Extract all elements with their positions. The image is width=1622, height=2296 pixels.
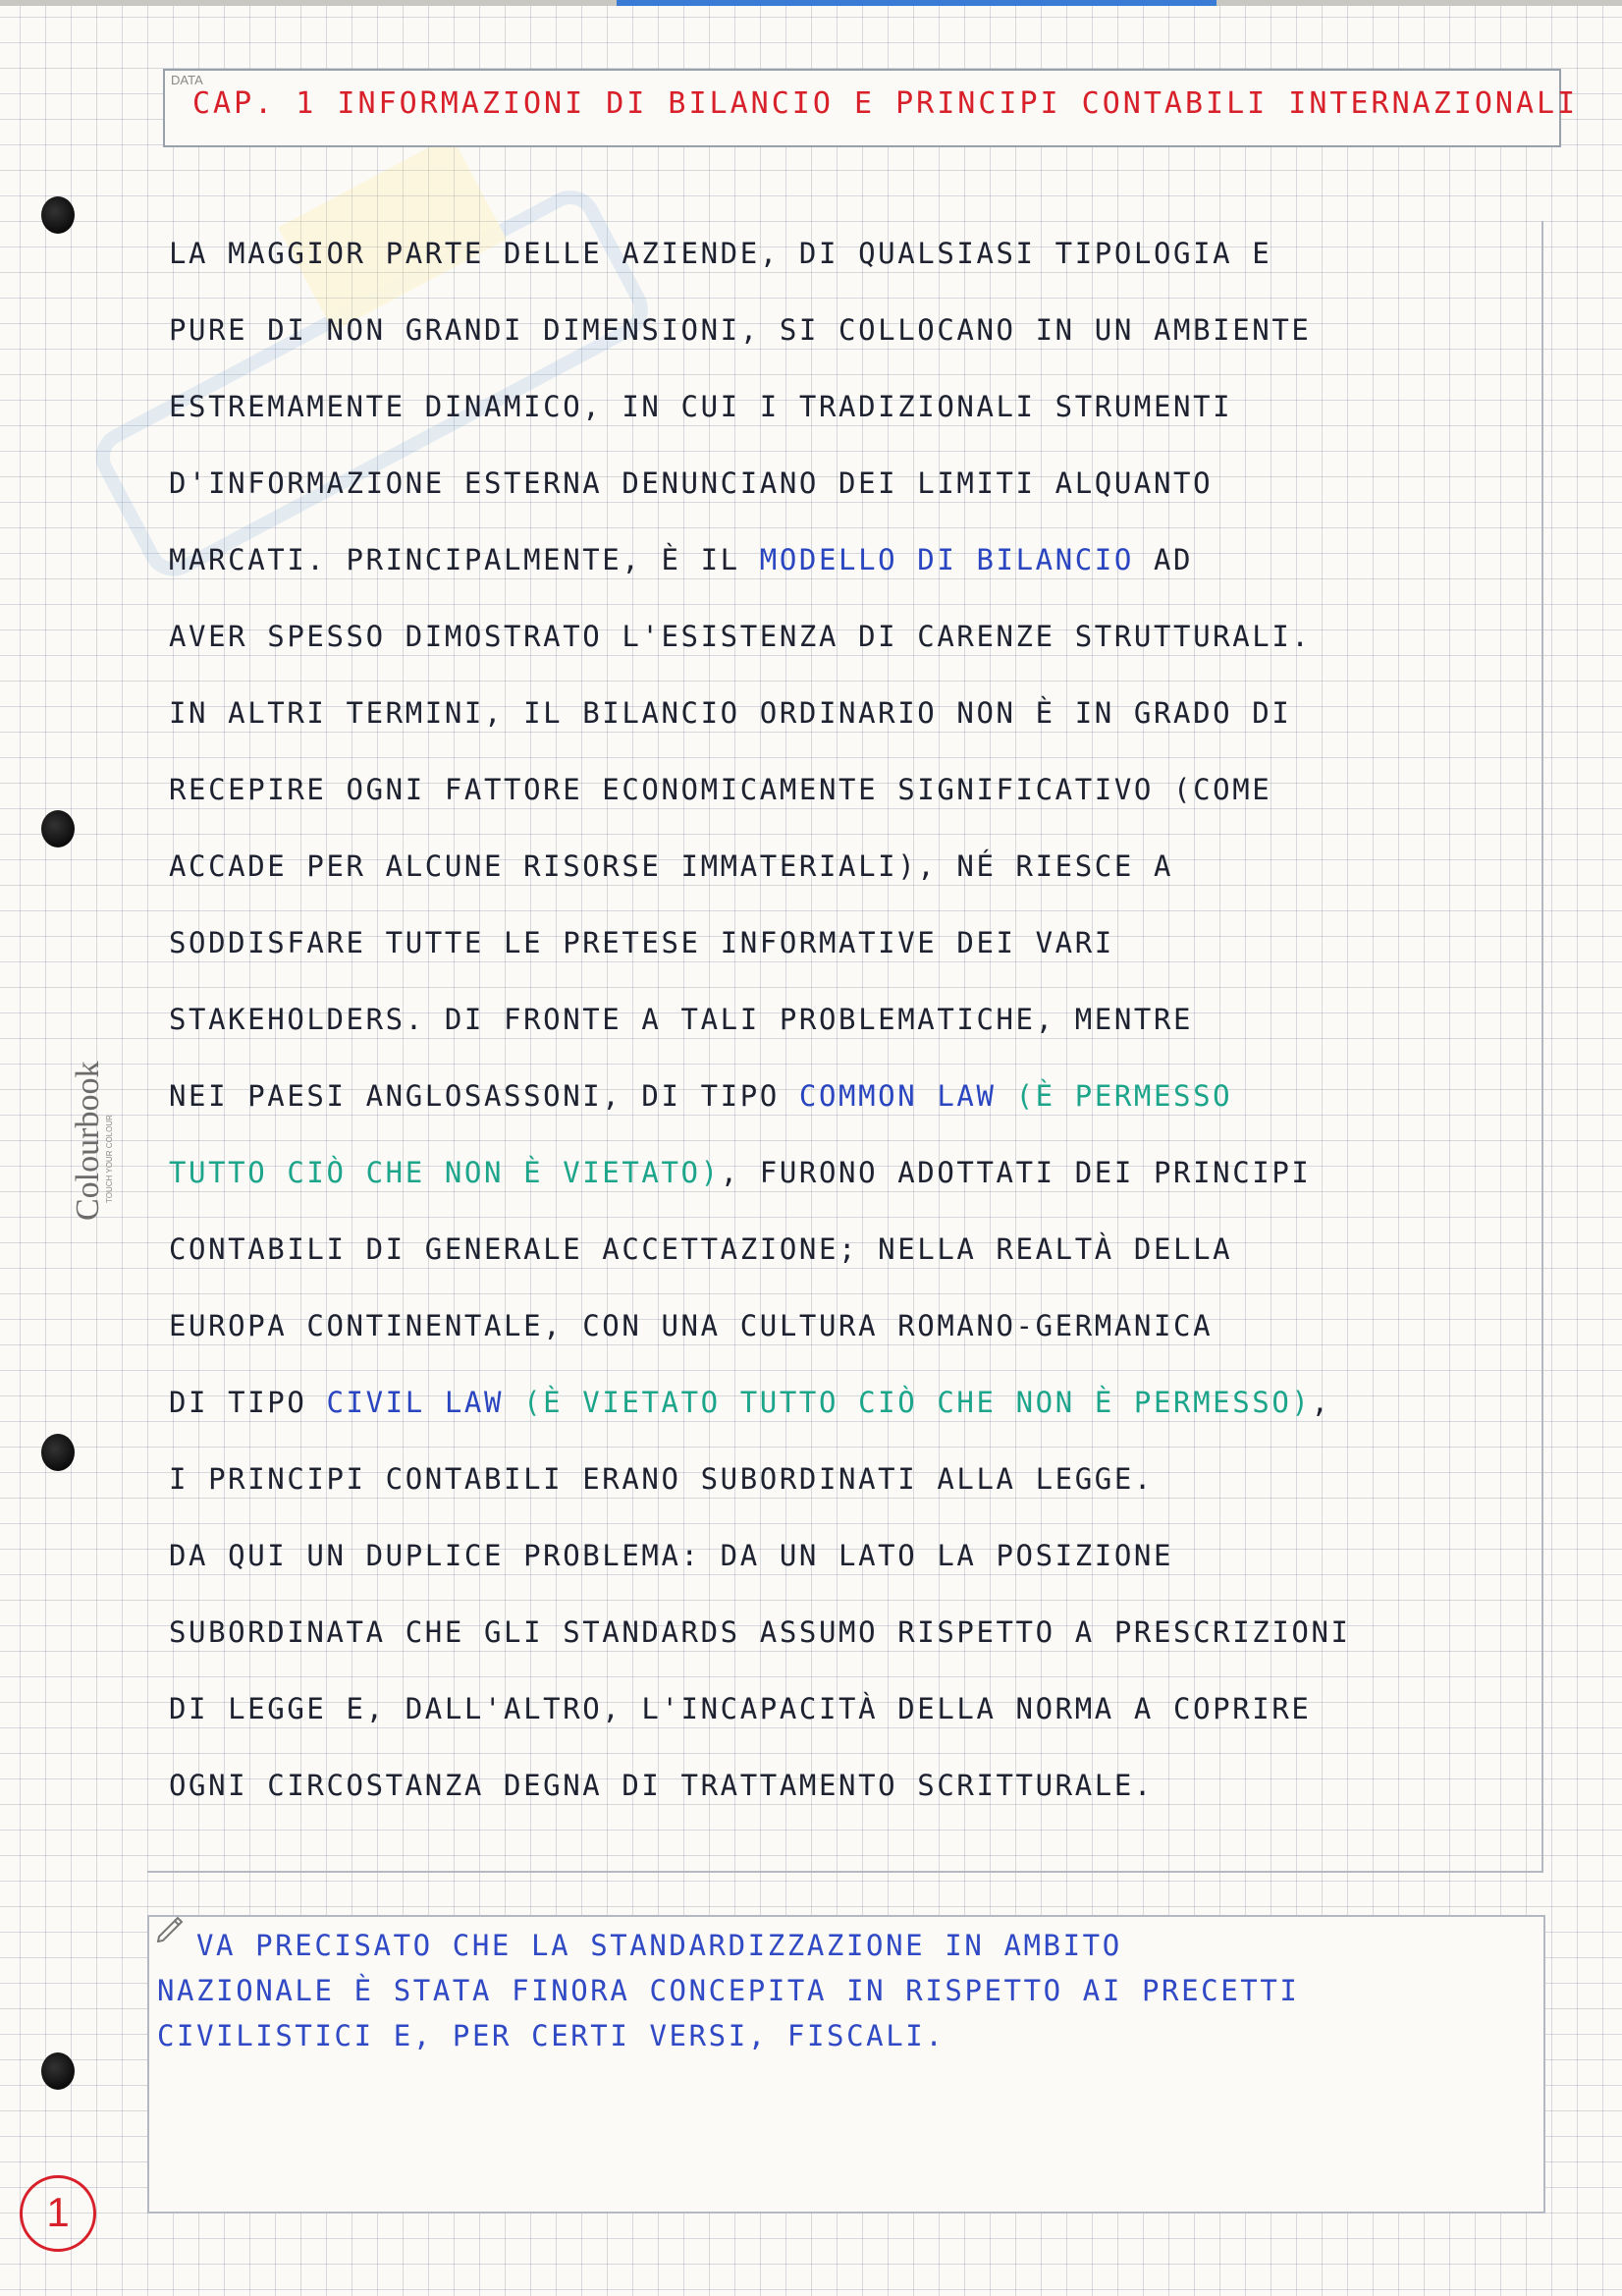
text-line bbox=[169, 1228, 1563, 1271]
text-segment: I PRINCIPI CONTABILI ERANO SUBORDINATI ALLA LEGGE. bbox=[169, 1462, 1154, 1496]
text-line bbox=[169, 385, 1563, 428]
page-number: 1 bbox=[20, 2175, 96, 2252]
text-segment: STAKEHOLDERS. DI FRONTE A TALI PROBLEMATICHE, MENTRE bbox=[169, 1003, 1194, 1036]
binder-hole bbox=[41, 1434, 75, 1471]
text-segment: AD bbox=[1133, 543, 1194, 576]
note-line: NAZIONALE È STATA FINORA CONCEPITA IN RISPETTO AI PRECETTI bbox=[157, 1974, 1300, 2007]
brand-name: Colourbook bbox=[70, 1061, 106, 1221]
text-segment: OGNI CIRCOSTANZA DEGNA DI TRATTAMENTO SCRITTURALE. bbox=[169, 1769, 1154, 1802]
text-line bbox=[169, 1381, 1563, 1424]
text-line bbox=[169, 1611, 1563, 1654]
text-segment: AVER SPESSO DIMOSTRATO L'ESISTENZA DI CARENZE STRUTTURALI. bbox=[169, 620, 1312, 653]
text-segment: LA MAGGIOR PARTE DELLE AZIENDE, DI QUALSIASI TIPOLOGIA E bbox=[169, 237, 1272, 270]
text-segment: DI LEGGE E, DALL'ALTRO, L'INCAPACITÀ DELLA NORMA A COPRIRE bbox=[169, 1692, 1312, 1725]
note-line: CIVILISTICI E, PER CERTI VERSI, FISCALI. bbox=[157, 2019, 946, 2052]
text-segment: IN ALTRI TERMINI, IL BILANCIO ORDINARIO NON È IN GRADO DI bbox=[169, 696, 1292, 730]
binder-hole bbox=[41, 810, 75, 847]
text-line bbox=[169, 768, 1563, 811]
text-segment: ACCADE PER ALCUNE RISORSE IMMATERIALI), NÉ RIESCE A bbox=[169, 849, 1174, 883]
text-segment: EUROPA CONTINENTALE, CON UNA CULTURA ROMANO-GERMANICA bbox=[169, 1309, 1214, 1342]
text-line bbox=[169, 1074, 1563, 1118]
text-line bbox=[169, 538, 1563, 581]
date-label: DATA bbox=[171, 73, 203, 87]
text-segment: D'INFORMAZIONE ESTERNA DENUNCIANO DEI LIMITI ALQUANTO bbox=[169, 466, 1214, 500]
text-line bbox=[169, 615, 1563, 658]
text-segment: MODELLO DI BILANCIO bbox=[759, 543, 1134, 576]
text-line bbox=[169, 462, 1563, 505]
text-line bbox=[169, 1764, 1563, 1807]
text-line bbox=[169, 691, 1563, 735]
text-segment: MARCATI. PRINCIPALMENTE, È IL bbox=[169, 543, 760, 576]
text-line bbox=[169, 1304, 1563, 1347]
text-segment: ESTREMAMENTE DINAMICO, IN CUI I TRADIZIONALI STRUMENTI bbox=[169, 390, 1233, 423]
text-line bbox=[169, 1687, 1563, 1730]
text-segment: SUBORDINATA CHE GLI STANDARDS ASSUMO RISPETTO A PRESCRIZIONI bbox=[169, 1615, 1351, 1649]
text-segment: NEI PAESI ANGLOSASSONI, DI TIPO bbox=[169, 1079, 799, 1113]
text-segment: RECEPIRE OGNI FATTORE ECONOMICAMENTE SIGNIFICATIVO (COME bbox=[169, 773, 1272, 806]
text-segment: DA QUI UN DUPLICE PROBLEMA: DA UN LATO LA POSIZIONE bbox=[169, 1539, 1174, 1572]
text-line bbox=[169, 845, 1563, 888]
text-segment: SODDISFARE TUTTE LE PRETESE INFORMATIVE DEI VARI bbox=[169, 926, 1114, 959]
text-line bbox=[169, 1151, 1563, 1194]
text-segment: COMMON LAW bbox=[798, 1079, 997, 1113]
text-line bbox=[169, 921, 1563, 964]
text-line bbox=[169, 232, 1563, 275]
binder-hole bbox=[41, 2052, 75, 2090]
text-line bbox=[169, 998, 1563, 1041]
binder-hole bbox=[41, 196, 75, 234]
text-segment: CONTABILI DI GENERALE ACCETTAZIONE; NELLA REALTÀ DELLA bbox=[169, 1232, 1233, 1266]
text-line bbox=[169, 1534, 1563, 1577]
text-line bbox=[169, 1457, 1563, 1501]
text-line bbox=[169, 308, 1563, 352]
text-segment: , bbox=[1311, 1386, 1331, 1419]
scan-edge bbox=[0, 0, 1622, 6]
text-segment: PURE DI NON GRANDI DIMENSIONI, SI COLLOCANO IN UN AMBIENTE bbox=[169, 313, 1312, 347]
text-segment: TUTTO CIÒ CHE NON È VIETATO) bbox=[169, 1156, 721, 1189]
text-segment: CIVIL LAW bbox=[326, 1386, 505, 1419]
text-segment: (È VIETATO TUTTO CIÒ CHE NON È PERMESSO) bbox=[504, 1386, 1312, 1419]
note-line: VA PRECISATO CHE LA STANDARDIZZAZIONE IN AMBITO bbox=[196, 1929, 1122, 1962]
text-segment: DI TIPO bbox=[169, 1386, 327, 1419]
brand-logo bbox=[51, 1056, 120, 1223]
brand-tagline: TOUCH YOUR COLOUR bbox=[105, 1115, 114, 1203]
chapter-title: CAP. 1 INFORMAZIONI DI BILANCIO E PRINCIPI CONTABILI INTERNAZIONALI bbox=[192, 86, 1579, 121]
text-segment: , FURONO ADOTTATI DEI PRINCIPI bbox=[720, 1156, 1312, 1189]
text-segment: (È PERMESSO bbox=[996, 1079, 1233, 1113]
